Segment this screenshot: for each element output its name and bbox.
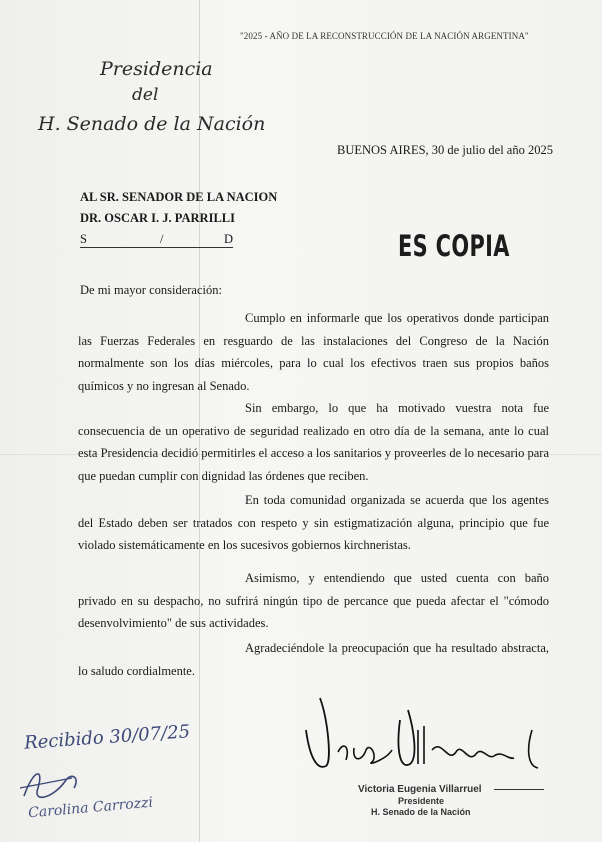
paragraph bbox=[78, 307, 549, 397]
addressee-line-1: AL SR. SENADOR DE LA NACION bbox=[80, 190, 278, 204]
paragraph-text: Sin embargo, lo que ha motivado vuestra nota fue consecuencia de un operativo de seguridad realizado en otro día de la semana, ante lo cual esta Presidencia decidió permitirles el acceso a los sanitarios y proveerles de lo necesario para que puedan cumplir con dignidad las órdenes que reciben. bbox=[78, 401, 549, 483]
paragraph-text: En toda comunidad organizada se acuerda que los agentes del Estado deben ser tratados con respeto y sin estigmatización alguna, principio que fue violado sistemáticamente en los sucesivos gobiernos kirchneristas. bbox=[78, 493, 549, 552]
date-line: BUENOS AIRES, 30 de julio del año 2025 bbox=[337, 143, 553, 157]
handwritten-received-note: Recibido 30/07/25 bbox=[23, 721, 191, 754]
receiver-signature: Carolina Carrozzi bbox=[27, 794, 154, 822]
sd-s: S bbox=[80, 232, 87, 246]
signature-icon bbox=[292, 690, 552, 785]
paragraph-text: Cumplo en informarle que los operativos donde participan las Fuerzas Federales en resguardo de las instalaciones del Congreso de la Nación normalmente son los días miércoles, para lo cual los efectivos traen sus propios baños químicos y no ingresan al Senado. bbox=[78, 311, 549, 393]
letterhead-line-1: Presidencia bbox=[100, 58, 213, 80]
letterhead-line-2: del bbox=[132, 85, 159, 105]
signatory-name: Victoria Eugenia Villarruel bbox=[358, 784, 482, 795]
paragraph-text: Agradeciéndole la preocupación que ha resultado abstracta, lo saludo cordialmente. bbox=[78, 641, 549, 678]
paragraph bbox=[78, 637, 549, 682]
paragraph bbox=[78, 397, 549, 487]
signature-line bbox=[494, 789, 544, 790]
signatory-organization: H. Senado de la Nación bbox=[371, 807, 471, 817]
signatory-role: Presidente bbox=[398, 796, 445, 806]
greeting: De mi mayor consideración: bbox=[80, 283, 222, 297]
letterhead-line-3: H. Senado de la Nación bbox=[38, 113, 266, 135]
sd-d: D bbox=[224, 232, 234, 246]
year-motto: "2025 - AÑO DE LA RECONSTRUCCIÓN DE LA NACIÓN ARGENTINA" bbox=[240, 31, 529, 41]
paragraph bbox=[78, 489, 549, 557]
paragraph bbox=[78, 567, 549, 635]
copy-stamp: ES COPIA bbox=[398, 229, 510, 263]
salutation-sd bbox=[80, 232, 233, 248]
sd-slash: / bbox=[160, 232, 164, 246]
paragraph-text: Asimismo, y entendiendo que usted cuenta con baño privado en su despacho, no sufrirá ningún tipo de percance que pueda afectar el "cómodo desenvolvimiento" de sus actividades. bbox=[78, 571, 549, 630]
addressee-line-2: DR. OSCAR I. J. PARRILLI bbox=[80, 211, 235, 225]
